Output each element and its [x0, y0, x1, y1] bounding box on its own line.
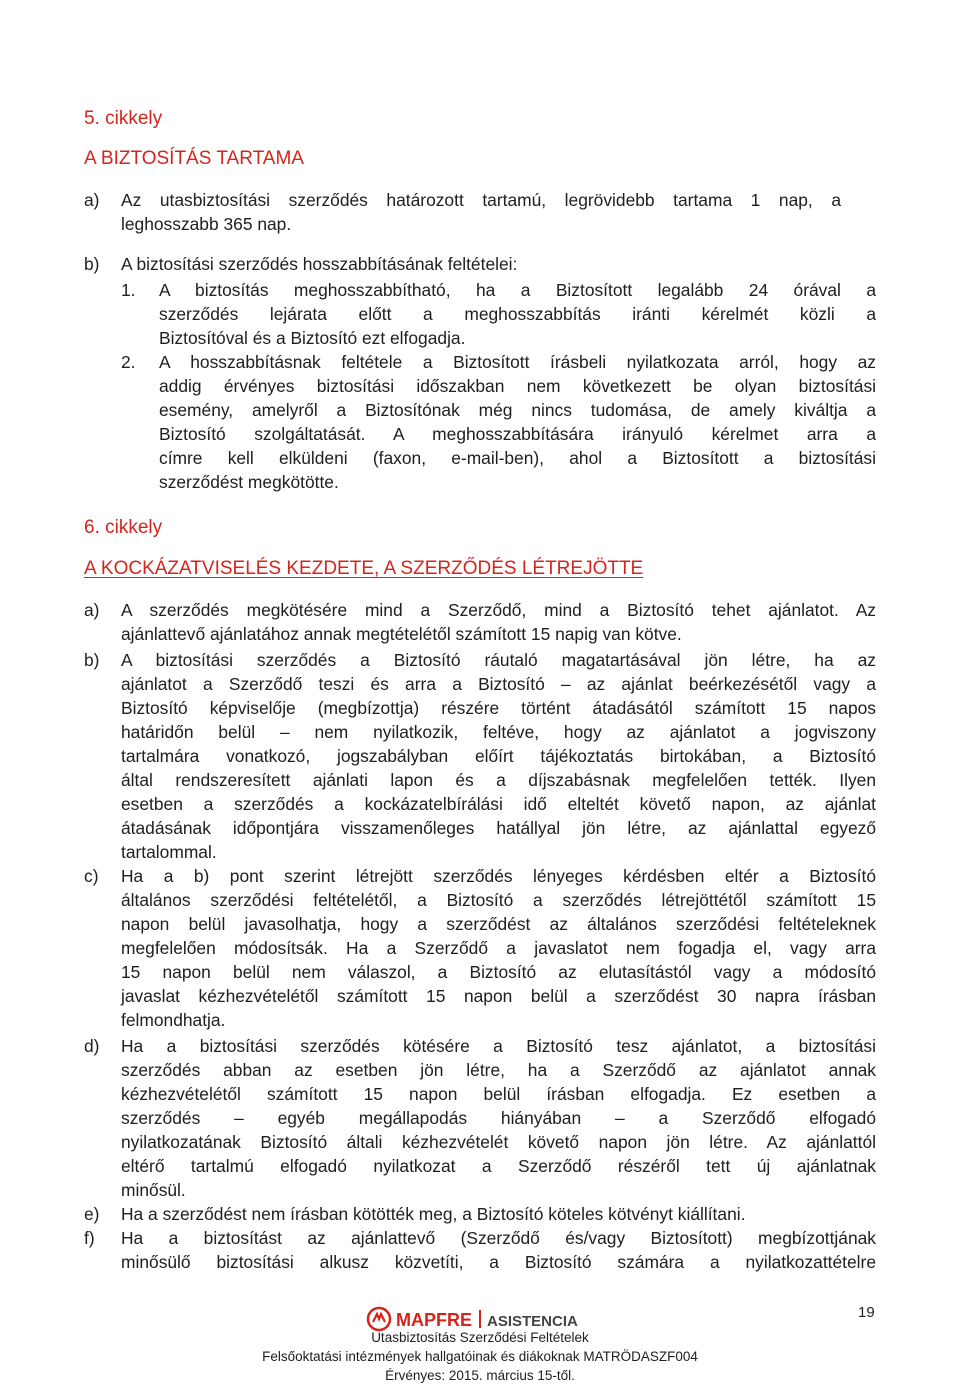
item-e-marker: e) [84, 1204, 100, 1224]
item-d-marker: d) [84, 1036, 100, 1056]
item-b-line: esetben a szerződés a kockázatelbírálási idő elteltét követő napon, az ajánlat [121, 794, 876, 814]
item-f-line: Ha a biztosítást az ajánlattevő (Szerződő és/vagy Biztosított) megbízottjának [121, 1228, 876, 1248]
item-b-line: A biztosítási szerződés hosszabbításának feltételei: [121, 254, 518, 274]
footer-line: Érvényes: 2015. március 15-től. [385, 1368, 575, 1383]
sub-1-line: Biztosítóval és a Biztosító ezt elfogadja. [159, 328, 466, 348]
sub-1-marker: 1. [121, 280, 136, 300]
logo-asistencia-text: ASISTENCIA [487, 1313, 578, 1330]
item-c-line: Ha a b) pont szerint létrejött szerződés lényeges kérdésben eltér a Biztosító [121, 866, 876, 886]
item-c-marker: c) [84, 866, 99, 886]
item-b-line: tartalmára vonatkozó, jogszabályban előírt tájékoztatás birtokában, a Biztosító [121, 746, 876, 766]
item-c-line: általános szerződési feltételétől, a Biztosító a szerződés létrejöttétől számított 15 [121, 890, 876, 910]
article-5-title: A BIZTOSÍTÁS TARTAMA [84, 148, 304, 169]
item-b-line: Biztosító képviselője (megbízottja) részére történt átadásától számított 15 napos [121, 698, 876, 718]
item-b-line: A biztosítási szerződés a Biztosító ráutaló magatartásával jön létre, ha az [121, 650, 876, 670]
item-c-line: 15 napon belül nem válaszol, a Biztosító az elutasítástól vagy a módosító [121, 962, 876, 982]
footer-line: Felsőoktatási intézmények hallgatóinak és diákoknak MATRÖDASZF004 [262, 1349, 698, 1364]
sub-2-line: A hosszabbításnak feltétele a Biztosított írásbeli nyilatkozata arról, hogy az [159, 352, 876, 372]
footer-line: Utasbiztosítás Szerződési Feltételek [371, 1330, 589, 1345]
article-6-label: 6. cikkely [84, 517, 163, 538]
item-b-line: által rendszeresített ajánlati lapon és a díjszabásnak megfelelően tették. Ilyen [121, 770, 876, 790]
logo-mapfre-text: MAPFRE [396, 1310, 472, 1330]
item-b-line: határidőn belül – nem nyilatkozik, feltéve, hogy az ajánlatot a jogviszony [121, 722, 876, 742]
item-b-marker: b) [84, 650, 100, 670]
item-a-marker: a) [84, 600, 100, 620]
sub-1-line: szerződés lejárata előtt a meghosszabbítás iránti kérelmét közli a [159, 304, 876, 324]
item-a-marker: a) [84, 190, 100, 210]
item-d-line: nyilatkozatának Biztosító általi kézhezvételét követő napon jön létre. Az ajánlattól [121, 1132, 876, 1152]
item-d-line: Ha a biztosítási szerződés kötésére a Biztosító tesz ajánlatot, a biztosítási [121, 1036, 876, 1056]
item-c-line: napon belül javasolhatja, hogy a szerződést az általános szerződési feltételeknek [121, 914, 876, 934]
mapfre-emblem-icon [366, 1305, 596, 1333]
mapfre-logo [366, 1305, 596, 1333]
item-b-marker: b) [84, 254, 100, 274]
item-c-line: javaslat kézhezvételétől számított 15 napon belül a szerződést 30 napra írásban [121, 986, 876, 1006]
item-d-line: kézhezvételétől számított 15 napon belül írásban elfogadja. Ez esetben a [121, 1084, 876, 1104]
article-5-label: 5. cikkely [84, 108, 163, 129]
sub-1-line: A biztosítás meghosszabbítható, ha a Biztosított legalább 24 órával a [159, 280, 876, 300]
sub-2-line: Biztosító szolgáltatását. A meghosszabbítására irányuló kérelmet arra a [159, 424, 876, 444]
item-b-line: ajánlatot a Szerződő teszi és arra a Biztosító – az ajánlat beérkezésétől vagy a [121, 674, 876, 694]
article-6-title: A KOCKÁZATVISELÉS KEZDETE, A SZERZŐDÉS LÉTREJÖTTE [84, 558, 644, 579]
item-a-line: leghosszabb 365 nap. [121, 214, 292, 234]
item-d-line: szerződés – egyéb megállapodás hiányában – a Szerződő elfogadó [121, 1108, 876, 1128]
item-c-line: megfelelően módosítsák. Ha a Szerződő a javaslatot nem fogadja el, vagy arra [121, 938, 876, 958]
item-a-line: ajánlattevő ajánlatához annak megtételétől számított 15 napig van kötve. [121, 624, 682, 644]
item-d-line: szerződés abban az esetben jön létre, ha a Szerződő az ajánlatot annak [121, 1060, 876, 1080]
item-c-line: felmondhatja. [121, 1010, 226, 1030]
sub-2-line: címre kell elküldeni (faxon, e-mail-ben), ahol a Biztosított a biztosítási [159, 448, 876, 468]
item-d-line: eltérő tartalmú elfogadó nyilatkozat a Szerződő részéről tett új ajánlatnak [121, 1156, 876, 1176]
item-a-line: A szerződés megkötésére mind a Szerződő, mind a Biztosító tehet ajánlatot. Az [121, 600, 876, 620]
page-number: 19 [858, 1304, 875, 1321]
item-b-line: tartalommal. [121, 842, 217, 862]
item-b-line: átadásának időpontjára visszamenőleges hatállyal jön létre, az ajánlattal egyező [121, 818, 876, 838]
item-a-line: Az utasbiztosítási szerződés határozott tartamú, legrövidebb tartama 1 nap, a [121, 190, 841, 210]
sub-2-line: addig érvényes biztosítási időszakban nem következett be olyan biztosítási [159, 376, 876, 396]
item-e-line: Ha a szerződést nem írásban kötötték meg, a Biztosító köteles kötvényt kiállítani. [121, 1204, 746, 1224]
sub-2-line: szerződést megkötötte. [159, 472, 339, 492]
sub-2-line: esemény, amelyről a Biztosítónak még nincs tudomása, de amely kiváltja a [159, 400, 876, 420]
sub-2-marker: 2. [121, 352, 136, 372]
item-f-marker: f) [84, 1228, 95, 1248]
item-f-line: minősülő biztosítási alkusz közvetíti, a Biztosító számára a nyilatkozattételre [121, 1252, 876, 1272]
item-d-line: minősül. [121, 1180, 186, 1200]
